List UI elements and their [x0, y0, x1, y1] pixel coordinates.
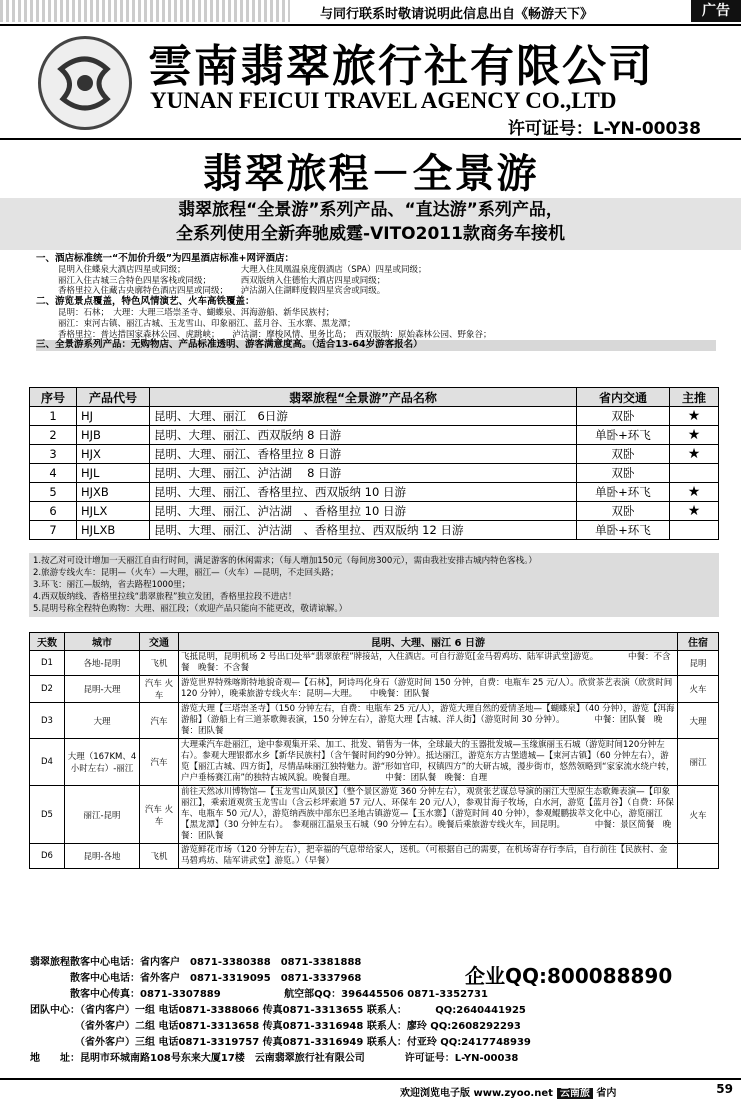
product-name: 昆明、大理、丽江、泸沽湖 8 日游	[150, 464, 577, 483]
product-no: 5	[30, 483, 77, 502]
featured-star-icon: ★	[670, 426, 719, 445]
product-code: HJLXB	[77, 521, 150, 540]
col-header: 省内交通	[577, 388, 670, 407]
day-label: D6	[30, 844, 65, 869]
subtitle-banner	[0, 198, 741, 250]
note-heading: 一、酒店标准统一“不加价升级”为四星酒店标准+网评酒店：	[36, 253, 294, 264]
product-name: 昆明、大理、丽江、泸沽湖 、香格里拉 10 日游	[150, 502, 577, 521]
col-header: 城市	[65, 633, 140, 651]
day-stay: 火车	[678, 676, 719, 703]
page-footer	[0, 1080, 741, 1100]
col-header: 序号	[30, 388, 77, 407]
day-label: D1	[30, 651, 65, 676]
col-header: 天数	[30, 633, 65, 651]
contact-line: （省外客户）三组 电话0871-3319757 传真0871-3316949 联系人：付亚玲 QQ:2417748939	[30, 1037, 531, 1048]
day-transport: 汽车	[140, 703, 179, 739]
day-description: 游览世界特殊喀斯特地貌奇观—【石林】，阿诗玛化身石（游览时间 150 分钟，自费：电瓶车 25 元/人）。欣赏茶艺表演（欣赏时间 120 分钟），晚乘旅游专线火车：昆明—大理。 中晚餐：团队餐	[179, 676, 678, 703]
note-item: 香格里拉：普达措国家森林公园、虎跳峡； 泸沽湖：摩梭风情、里务比岛； 西双版纳：原始森林公园、野象谷；	[58, 329, 492, 340]
footer-section: 省内	[596, 1088, 617, 1099]
enterprise-qq: 企业QQ:800088890	[465, 964, 673, 988]
product-name: 昆明、大理、丽江、香格里拉、西双版纳 10 日游	[150, 483, 577, 502]
table-row	[30, 739, 719, 786]
table-row	[30, 844, 719, 869]
day-city: 丽江-昆明	[65, 786, 140, 844]
divider	[0, 138, 741, 140]
note-item: 昆明入住蝶泉大酒店四星或同级； 大理入住凤凰温泉度假酒店（SPA）四星或同级；	[58, 264, 427, 275]
contact-line: 散客中心传真：0871-3307889 航空部QQ：396445506 0871-3352731	[30, 989, 488, 1000]
day-stay: 丽江	[678, 739, 719, 786]
product-transport: 双卧	[577, 502, 670, 521]
note-item: 丽江：束河古镇、丽江古城、玉龙雪山、印象丽江、蓝月谷、玉水寨、黑龙潭；	[58, 318, 356, 329]
footer-line	[400, 1084, 616, 1099]
table-row	[30, 703, 719, 739]
table-row	[30, 651, 719, 676]
product-transport: 双卧	[577, 445, 670, 464]
remarks-box	[29, 553, 719, 617]
day-label: D3	[30, 703, 65, 739]
company-name-cn: 雲南翡翠旅行社有限公司	[148, 41, 654, 92]
table-row	[30, 426, 719, 445]
table-row	[30, 676, 719, 703]
contact-line: （省外客户）二组 电话0871-3313658 传真0871-3316948 联系人：廖玲 QQ:2608292293	[30, 1021, 521, 1032]
product-no: 2	[30, 426, 77, 445]
product-transport: 单卧+环飞	[577, 426, 670, 445]
day-city: 昆明-大理	[65, 676, 140, 703]
col-header: 主推	[670, 388, 719, 407]
source-notice: 与同行联系时敬请说明此信息出自《畅游天下》	[320, 7, 594, 22]
subtitle-line: 全系列使用全新奔驰威霆-VITO2011款商务车接机	[176, 224, 565, 244]
contact-line: 团队中心：（省内客户）一组 电话0871-3388066 传真0871-3313655 联系人： QQ:2640441925	[30, 1005, 526, 1016]
feature-notes	[36, 254, 716, 351]
product-transport: 单卧+环飞	[577, 483, 670, 502]
col-header: 昆明、大理、丽江 6 日游	[179, 633, 678, 651]
product-transport: 双卧	[577, 464, 670, 483]
product-name: 昆明、大理、丽江、西双版纳 8 日游	[150, 426, 577, 445]
day-description: 游览大理【三塔崇圣寺】（150 分钟左右，自费：电瓶车 25 元/人），游览大理自然的爱情圣地—【蝴蝶泉】（40 分钟），游览【洱海游船】（游船上有三道茶歌舞表演，150 分钟左右），游览大理【古城、洋人街】（游览时间 30 分钟）。 中餐：团队餐 晚餐：团队餐	[179, 703, 678, 739]
remark-item: 1.按乙对可设计增加一天丽江自由行时间，满足游客的休闲需求；（每人增加150元（每间房300元），需由我社安排古城内特色客栈。）	[33, 556, 537, 566]
product-code: HJXB	[77, 483, 150, 502]
company-logo-icon	[38, 36, 132, 130]
product-no: 3	[30, 445, 77, 464]
day-description: 大理乘汽车赴丽江，途中参观集开采、加工、批发、销售为一体，全球最大的玉器批发城—玉缘旗丽玉石城（游览时间120分钟左右）。参观大理银都水乡【新华民族村】（含午餐时间约90分钟）。抵达丽江，游览东方古堡遗城—【束河古镇】（60 分钟左右），游览【丽江古城、四方街】，尽情品味丽江独特魅力。游“形如官印，权镇四方”的大研古城，漫步街市，悠然领略到“家家流水绕户转，户户垂杨赛江南”的独特古城风貌。晚餐自理。 中餐：团队餐 晚餐：自理	[179, 739, 678, 786]
product-code: HJB	[77, 426, 150, 445]
table-row	[30, 502, 719, 521]
day-label: D5	[30, 786, 65, 844]
page-number: 59	[716, 1082, 733, 1096]
product-name: 昆明、大理、丽江 6日游	[150, 407, 577, 426]
day-label: D2	[30, 676, 65, 703]
day-stay	[678, 844, 719, 869]
product-transport: 双卧	[577, 407, 670, 426]
note-heading: 三、全景游系列产品：无购物店、产品标准透明、游客满意度高。（适合13-64岁游客报名）	[36, 340, 716, 351]
col-header: 住宿	[678, 633, 719, 651]
subtitle-line: 翡翠旅程“全景游”系列产品、“直达游”系列产品，	[178, 200, 563, 220]
remark-item: 5.昆明号称全程特色购物：大理、丽江段；（欢迎产品只能向不能更改，敬请谅解。）	[33, 604, 348, 614]
day-transport: 汽车 火车	[140, 676, 179, 703]
table-row	[30, 407, 719, 426]
day-stay: 昆明	[678, 651, 719, 676]
note-item: 香格里拉入住藏古央廓特色酒店四星或同级； 泸沽湖入住湖畔度假四星宾舍或同级。	[58, 286, 386, 297]
contact-line: 翡翠旅程散客中心电话：省内客户 0871-3380388 0871-3381888	[30, 957, 362, 968]
product-code: HJLX	[77, 502, 150, 521]
day-transport: 飞机	[140, 651, 179, 676]
note-item: 丽江入住古城三合特色四星客栈或同级； 西双版纳入住德怡大酒店四星或同级；	[58, 275, 386, 286]
note-heading: 二、游览景点覆盖，特色风情演艺、火车高铁覆盖：	[36, 296, 255, 308]
featured-star-icon: ★	[670, 445, 719, 464]
note-item: 昆明：石林； 大理：大理三塔崇圣寺、蝴蝶泉、洱海游船、新华民族村；	[58, 307, 335, 318]
day-transport: 汽车 火车	[140, 786, 179, 844]
day-stay: 火车	[678, 786, 719, 844]
day-description: 游览鲜花市场（120 分钟左右），把幸福的气息带给家人，送机。（可根据自己的需要，在机场寄存行李后，自行前往【民族村、金马碧鸡坊、陆军讲武堂】游览。）（早餐）	[179, 844, 678, 869]
day-city: 大理（167KM、4 小时左右）-丽江	[65, 739, 140, 786]
featured-star-icon: ★	[670, 407, 719, 426]
product-no: 4	[30, 464, 77, 483]
product-no: 7	[30, 521, 77, 540]
featured-star-icon: ★	[670, 483, 719, 502]
table-row	[30, 445, 719, 464]
featured-star-icon	[670, 464, 719, 483]
featured-star-icon	[670, 521, 719, 540]
day-description: 飞抵昆明，昆明机场 2 号出口处举“翡翠旅程”牌接站，入住酒店。可自行游览[金马碧鸡坊、陆军讲武堂]游览。 中餐：不含餐 晚餐：不含餐	[179, 651, 678, 676]
top-banner	[0, 0, 741, 24]
day-city: 昆明-各地	[65, 844, 140, 869]
product-name: 昆明、大理、丽江、香格里拉 8 日游	[150, 445, 577, 464]
product-code: HJ	[77, 407, 150, 426]
col-header: 产品代号	[77, 388, 150, 407]
license-number: 许可证号：L-YN-00038	[507, 119, 701, 139]
ad-tag: 广告	[691, 0, 741, 22]
remark-item: 4.西双版纳线、香格里拉线“翡翠旅程”独立发团，香格里拉段不进店！	[33, 592, 297, 602]
footer-text[interactable]: 欢迎浏览电子版 www.zyoo.net	[400, 1088, 553, 1099]
product-name: 昆明、大理、丽江、泸沽湖 、香格里拉、西双版纳 12 日游	[150, 521, 577, 540]
product-code: HJX	[77, 445, 150, 464]
remark-item: 3.环飞：丽江—版纳，省去路程1000里；	[33, 580, 191, 590]
product-transport: 单卧+环飞	[577, 521, 670, 540]
itinerary-table	[29, 632, 719, 869]
table-row	[30, 464, 719, 483]
col-header: 交通	[140, 633, 179, 651]
featured-star-icon: ★	[670, 502, 719, 521]
divider	[0, 24, 741, 26]
table-row	[30, 521, 719, 540]
product-no: 1	[30, 407, 77, 426]
company-name-en: YUNAN FEICUI TRAVEL AGENCY CO.,LTD	[150, 88, 617, 113]
day-city: 各地-昆明	[65, 651, 140, 676]
contact-line: 散客中心电话：省外客户 0871-3319095 0871-3337968	[30, 973, 362, 984]
remark-item: 2.旅游专线火车：昆明—（火车）—大理，丽江—（火车）—昆明，不走回头路；	[33, 568, 339, 578]
product-table	[29, 387, 719, 540]
product-code: HJL	[77, 464, 150, 483]
footer-badge: 云南旅	[557, 1088, 593, 1099]
decorative-stripe	[0, 0, 290, 22]
day-stay: 大理	[678, 703, 719, 739]
table-row	[30, 786, 719, 844]
contact-line: 地 址：昆明市环城南路108号东来大厦17楼 云南翡翠旅行社有限公司 许可证号：L-YN-00038	[30, 1053, 519, 1064]
day-label: D4	[30, 739, 65, 786]
day-description: 前往天然冰川博物馆—【玉龙雪山风景区】（整个景区游览 360 分钟左右），观赏张艺谋总导演的丽江大型原生态歌舞表演—【印象丽江】，乘索道观赏玉龙雪山（含云杉坪索道 57 元/人、环保车 20 元/人），参观甘海子牧场，白水河，游览【蓝月谷】（自费：环保车、电瓶车 50 元/人），游览纳西族中部东巴圣地古镇游览—【玉水寨】（游览时间 40 分钟），参观鲲鹏拔萃文化中心，游览丽江【黑龙潭】（30 分钟左右）。 参观丽江温泉玉石城（90 分钟左右）。晚餐后乘旅游专线火车，回昆明。 中餐：景区简餐 晚餐：团队餐	[179, 786, 678, 844]
day-transport: 汽车	[140, 739, 179, 786]
day-transport: 飞机	[140, 844, 179, 869]
product-no: 6	[30, 502, 77, 521]
page-title: 翡翠旅程－全景游	[202, 151, 539, 197]
col-header: 翡翠旅程“全景游”产品名称	[150, 388, 577, 407]
day-city: 大理	[65, 703, 140, 739]
table-row	[30, 483, 719, 502]
